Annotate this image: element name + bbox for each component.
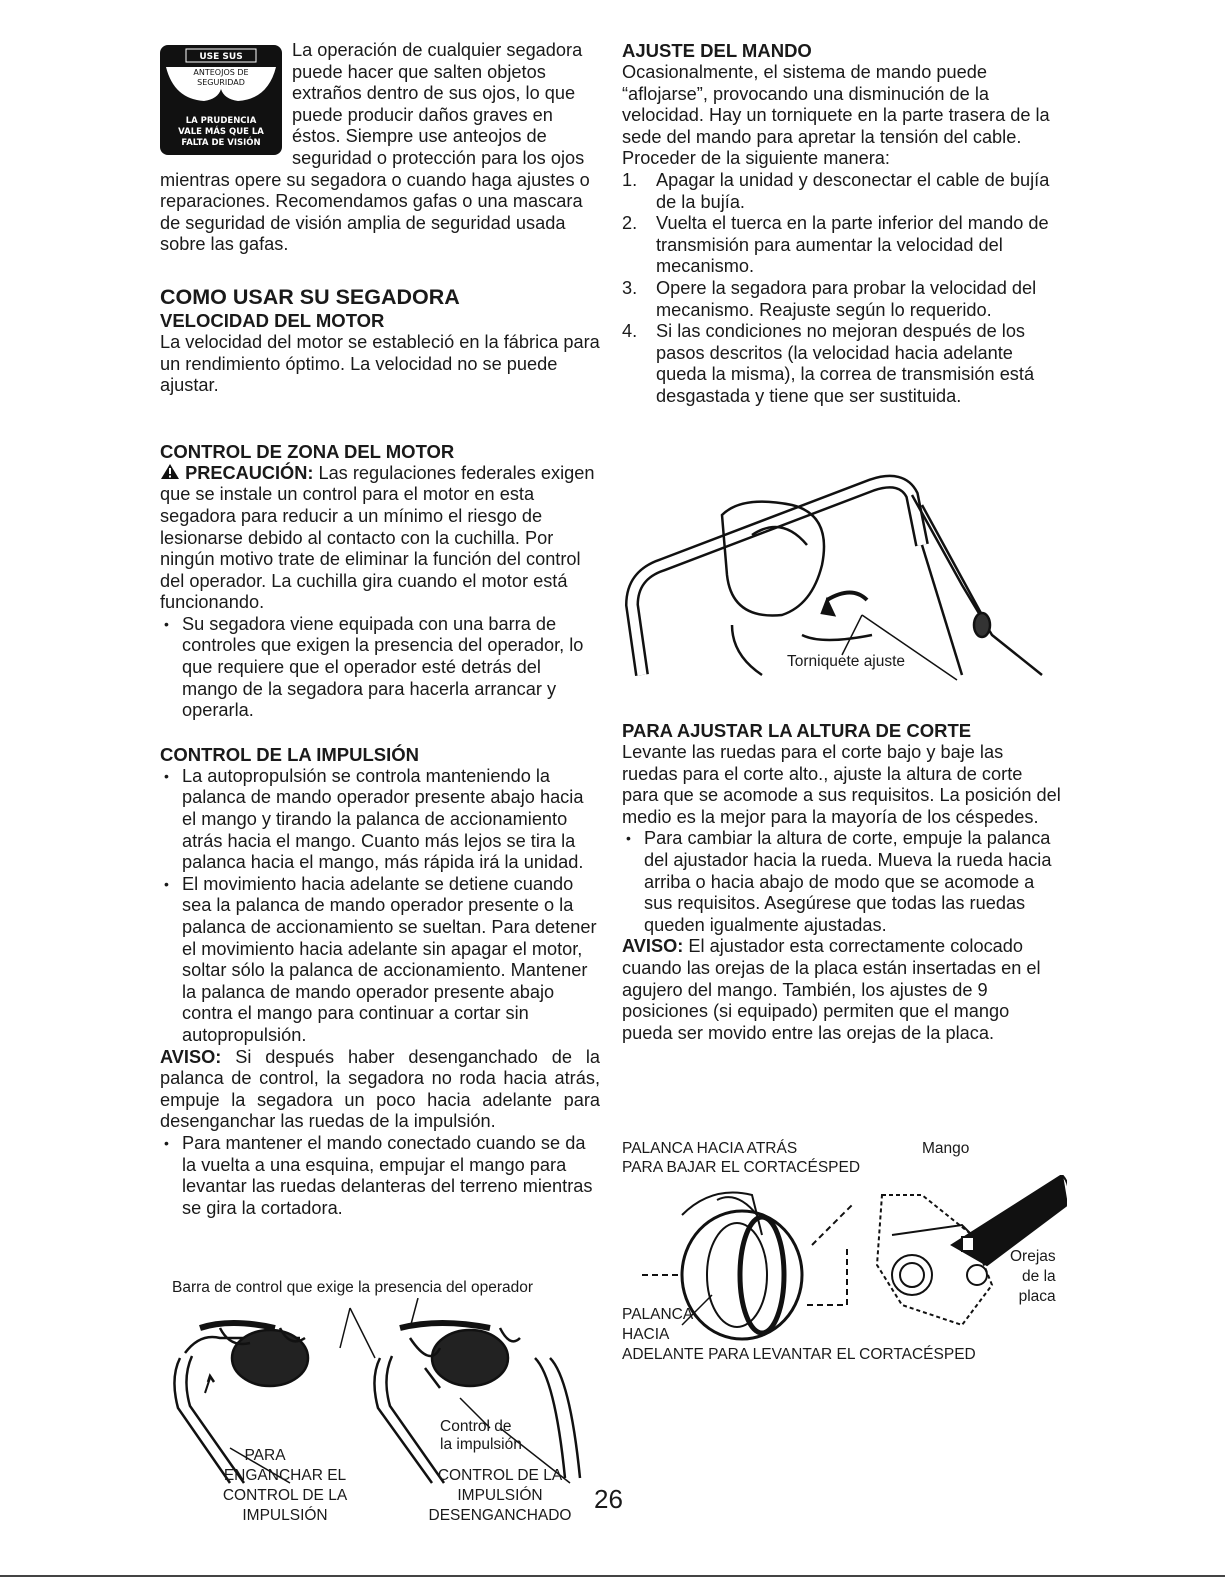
badge-top-label: USE SUS: [199, 52, 243, 62]
handle-adjust-text: Ocasionalmente, el sistema de mando puede “aflojarse”, provocando una disminución de la velocidad. Hay un torniquete en la parte trasera de la sede del mando para apretar la tensión del cable. Proceder de la siguiente manera:: [622, 62, 1050, 169]
list-item: 3. Opere la segadora para probar la velocidad del mecanismo. Reajuste según lo requerido.: [622, 277, 1037, 320]
list-item: • Para mantener el mando conectado cuando se da la vuelta a una esquina, empujar el mango para levantar las ruedas delanteras del terreno mientras se gira la cortadora.: [160, 1133, 600, 1219]
list-item: 1. Apagar la unidad y desconectar el cable de bujía de la bujía.: [622, 169, 1050, 212]
zone-control-caution: [160, 463, 600, 614]
notice-label: AVISO:: [160, 1046, 222, 1067]
zone-control-title: CONTROL DE ZONA DEL MOTOR: [160, 440, 455, 462]
svg-text:FALTA DE VISIÓN: FALTA DE VISIÓN: [181, 138, 261, 148]
list-item: • La autopropulsión se controla manteniendo la palanca de mando operador presente abajo hacia el mango y tirando la palanca de accionamiento atrás hacia el mango. Cuanto más lejos se tira la palanca hacia el mango, más rápida irá la unidad.: [160, 766, 600, 874]
handle-adjust-title: AJUSTE DEL MANDO: [622, 40, 812, 61]
cut-height-text: Levante las ruedas para el corte bajo y baje las ruedas para el corte alto., ajuste la altura de corte para que se acomode a sus requisitos. La posición del medio es la mejor para la mayoría de los céspedes.: [622, 742, 1061, 827]
figure-caption: Barra de control que exige la presencia del operador: [172, 1279, 534, 1296]
page-bottom-rule: [0, 1575, 1225, 1577]
warning-icon: [160, 463, 185, 483]
engine-speed-text: La velocidad del motor se estableció en la fábrica para un rendimiento óptimo. La velocidad no se puede ajustar.: [160, 331, 600, 396]
handle-label: Mango: [922, 1140, 970, 1157]
left-column: [160, 40, 600, 1219]
safety-intro: La operación de cualquier segadora puede hacer que salten objetos extraños dentro de sus ojos, lo que puede producir daños graves en éstos. Siempre use anteojos de seguridad o protección para los ojos mientras opere su segadora o cuando haga ajustes o reparaciones. Recomendamos gafas o una mascara de seguridad de visión amplia de seguridad usada sobre las gafas.: [160, 40, 590, 255]
list-item: 2. Vuelta el tuerca en la parte inferior del mando de transmisión para aumentar la velocidad del mecanismo.: [622, 213, 1049, 277]
svg-text:SEGURIDAD: SEGURIDAD: [197, 78, 245, 87]
drive-notice: [160, 1047, 600, 1133]
badge-mid-label: ANTEOJOS DE: [193, 68, 249, 77]
height-adjust-figure: [622, 1135, 1067, 1375]
list-item: • Para cambiar la altura de corte, empuje la palanca del ajustador hacia la rueda. Mueva la rueda hacia arriba o hacia abajo de modo que se acomode a sus requisitos. Asegúrese que todas las ruedas queden igualmente ajustadas.: [622, 828, 1062, 936]
cut-height-notice: [622, 936, 1062, 1044]
lever-forward-label: PALANCA HACIA ADELANTE PARA LEVANTAR EL CORTACÉSPED: [622, 1306, 976, 1363]
turnbuckle-illustration: [622, 455, 1062, 685]
list-item: • El movimiento hacia adelante se detiene cuando sea la palanca de mando operador presente o la palanca de accionamiento se sueltan. Para detener el movimiento hacia adelante sin apagar el motor, soltar sólo la palanca de accionamiento. Mantener la palanca de mando operador presente abajo contra el mango para continuar a cortar sin autopropulsión.: [160, 874, 600, 1047]
engage-label: PARA ENGANCHAR EL CONTROL DE LA IMPULSIÓN: [222, 1447, 348, 1524]
section-title: COMO USAR SU SEGADORA: [160, 284, 460, 309]
engine-speed-title: VELOCIDAD DEL MOTOR: [160, 309, 385, 331]
drive-control-label: Control de la impulsión: [440, 1418, 522, 1453]
drive-control-title: CONTROL DE LA IMPULSIÓN: [160, 743, 419, 765]
cut-height-section: [622, 720, 1062, 1044]
list-item: 4. Si las condiciones no mejoran después de los pasos descritos (la velocidad hacia adelante queda la misma), la correa de transmisión está desgastada y tiene que ser sustituida.: [622, 321, 1035, 406]
turnbuckle-label: Torniquete ajuste: [787, 653, 906, 670]
handle-adjust-steps: [622, 170, 1062, 408]
caution-label: PRECAUCIÓN:: [185, 462, 314, 483]
turnbuckle-figure: [622, 455, 1062, 685]
safety-glasses-badge: [160, 45, 282, 155]
notice-text: Si después haber desenganchado de la palanca de control, la segadora no roda hacia atrás, empuje la segadora un poco hacia adelante para desenganchar las ruedas de la impulsión.: [160, 1046, 600, 1132]
svg-text:VALE MÁS QUE LA: VALE MÁS QUE LA: [178, 127, 264, 137]
notice-text: El ajustador esta correctamente colocado cuando las orejas de la placa están insertadas en el agujero del mango. También, los ajustes de 9 posiciones (si equipado) permiten que el mango pueda ser movido entre las orejas de la placa.: [622, 936, 1041, 1043]
list-item: • Su segadora viene equipada con una barra de controles que exigen la presencia del operador, lo que requiere que el operador esté detrás del mango de la segadora para hacerla arrancar y operarla.: [160, 614, 600, 722]
notice-label: AVISO:: [622, 936, 684, 957]
disengage-label: CONTROL DE LA IMPULSIÓN DESENGANCHADO: [428, 1467, 572, 1524]
cut-height-title: PARA AJUSTAR LA ALTURA DE CORTE: [622, 720, 972, 741]
svg-text:LA PRUDENCIA: LA PRUDENCIA: [185, 116, 257, 126]
page-number: 26: [594, 1484, 623, 1514]
ears-label: Orejas de la placa: [1010, 1248, 1056, 1305]
right-column: [622, 40, 1062, 408]
lever-back-label: PALANCA HACIA ATRÁS PARA BAJAR EL CORTACÉSPED: [622, 1140, 861, 1176]
operator-bar-figure: [160, 1278, 600, 1538]
caution-text: Las regulaciones federales exigen que se instale un control para el motor en esta segadora para reducir a un mínimo el riesgo de lesionarse debido al contacto con la cuchilla. Por ningún motivo trate de eliminar la función del control del operador. La cuchilla gira cuando el motor está funcionando.: [160, 462, 595, 613]
